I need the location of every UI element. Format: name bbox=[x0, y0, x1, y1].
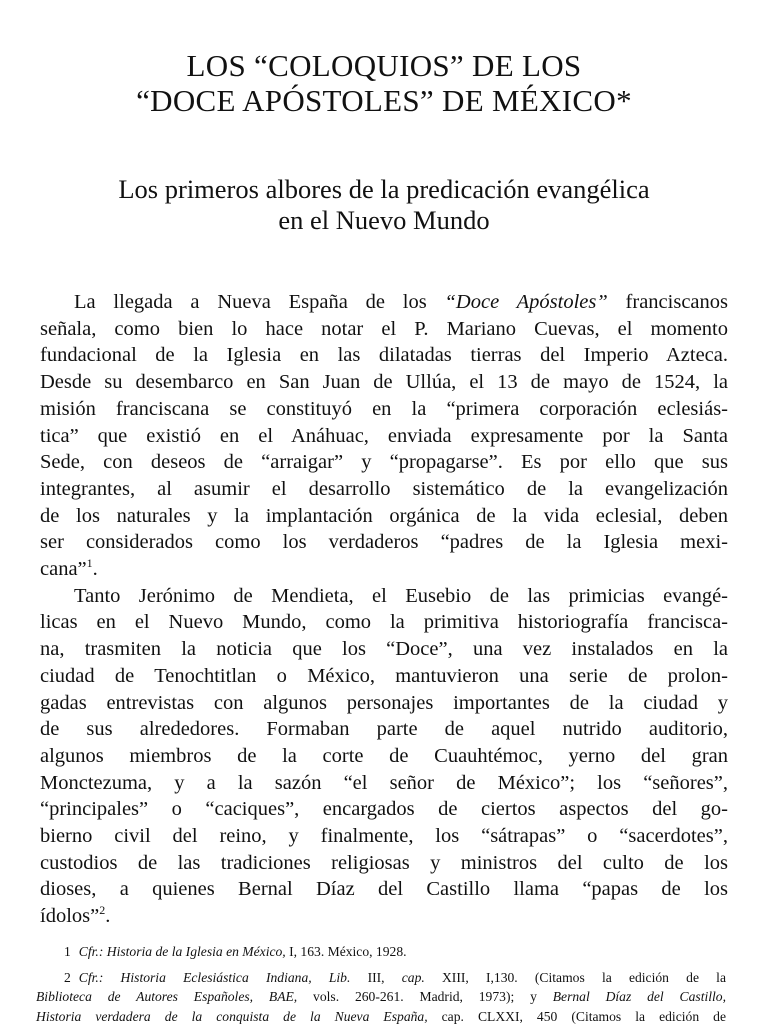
section-heading bbox=[20, 174, 748, 236]
italic-run: Cfr.: bbox=[79, 970, 104, 985]
text-line: gadas entrevistas con algunos personajes importantes de la ciudad y bbox=[40, 690, 728, 717]
italic-run: Historia verdadera de la conquista de la Nueva España, bbox=[36, 1009, 428, 1024]
text-run: . bbox=[105, 905, 110, 927]
text-run: franciscanos bbox=[608, 291, 728, 313]
article-title bbox=[40, 48, 728, 118]
text-line: fundacional de la Iglesia en las dilatadas tierras del Imperio Azteca. bbox=[40, 342, 728, 369]
paragraph-1 bbox=[40, 289, 728, 583]
text-line: señala, como bien lo hace notar el P. Mariano Cuevas, el momento bbox=[40, 316, 728, 343]
text-run: La llegada a Nueva España de los bbox=[74, 291, 445, 313]
text-line: na, trasmiten la noticia que los “Doce”, una vez instalados en la bbox=[40, 636, 728, 663]
text-line bbox=[40, 556, 728, 583]
italic-title: “Doce Apóstoles” bbox=[445, 291, 608, 313]
text-line: dioses, a quienes Bernal Díaz del Castillo llama “papas de los bbox=[40, 876, 728, 903]
text-line: ser considerados como los verdaderos “padres de la Iglesia mexi- bbox=[40, 529, 728, 556]
text-line: de sus alrededores. Formaban parte de aquel nutrido auditorio, bbox=[40, 716, 728, 743]
text-line: licas en el Nuevo Mundo, como la primitiva historiografía francisca- bbox=[40, 609, 728, 636]
text-run: cana” bbox=[40, 558, 87, 580]
italic-run: Biblioteca de Autores Españoles, BAE, bbox=[36, 989, 297, 1004]
text-run: I, 163. México, 1928. bbox=[286, 944, 407, 959]
italic-run: cap. bbox=[402, 970, 425, 985]
footnote-ref-1: 1 bbox=[87, 556, 93, 570]
body-text bbox=[40, 289, 728, 930]
footnote-number: 2 bbox=[64, 970, 71, 985]
text-line: Desde su desembarco en San Juan de Ullúa, el 13 de mayo de 1524, la bbox=[40, 369, 728, 396]
paragraph-2 bbox=[40, 583, 728, 930]
text-line bbox=[40, 289, 728, 316]
title-line-1: LOS “COLOQUIOS” DE LOS bbox=[40, 48, 728, 83]
footnotes bbox=[36, 942, 726, 1026]
footnote-number: 1 bbox=[64, 944, 71, 959]
text-run: ídolos” bbox=[40, 905, 99, 927]
italic-run: Historia de la Iglesia en México, bbox=[103, 944, 285, 959]
text-line: de los naturales y la implantación orgánica de la vida eclesial, deben bbox=[40, 503, 728, 530]
title-line-2: “DOCE APÓSTOLES” DE MÉXICO* bbox=[40, 83, 728, 118]
section-heading-line-1: Los primeros albores de la predicación evangélica bbox=[20, 174, 748, 205]
text-line: Tanto Jerónimo de Mendieta, el Eusebio de las primicias evangé- bbox=[40, 583, 728, 610]
text-line: misión franciscana se constituyó en la “primera corporación eclesiás- bbox=[40, 396, 728, 423]
italic-run: Cfr.: bbox=[79, 944, 104, 959]
text-run: cap. CLXXI, 450 (Citamos la edición de bbox=[428, 1009, 726, 1024]
text-line: ciudad de Tenochtitlan o México, mantuvieron una serie de prolon- bbox=[40, 663, 728, 690]
text-line: bierno civil del reino, y finalmente, los “sátrapas” o “sacerdotes”, bbox=[40, 823, 728, 850]
text-line: algunos miembros de la corte de Cuauhtémoc, yerno del gran bbox=[40, 743, 728, 770]
footnote-2 bbox=[36, 968, 726, 1026]
footnote-line bbox=[36, 942, 726, 962]
text-line: tica” que existió en el Anáhuac, enviada expresamente por la Santa bbox=[40, 423, 728, 450]
footnote-ref-2: 2 bbox=[99, 903, 105, 917]
footnote-line bbox=[36, 987, 726, 1007]
footnote-line bbox=[36, 1007, 726, 1026]
italic-run: Historia Eclesiástica Indiana, Lib. bbox=[103, 970, 350, 985]
text-run: III, bbox=[350, 970, 401, 985]
text-line: “principales” o “caciques”, encargados de ciertos aspectos del go- bbox=[40, 796, 728, 823]
footnote-line bbox=[36, 968, 726, 988]
text-run: XIII, I,130. (Citamos la edición de la bbox=[425, 970, 726, 985]
section-heading-line-2: en el Nuevo Mundo bbox=[20, 205, 748, 236]
text-run: . bbox=[93, 558, 98, 580]
text-line: integrantes, al asumir el desarrollo sistemático de la evangelización bbox=[40, 476, 728, 503]
text-run: vols. 260-261. Madrid, 1973); y bbox=[297, 989, 553, 1004]
italic-run: Bernal Díaz del Castillo, bbox=[553, 989, 726, 1004]
footnote-separator bbox=[40, 918, 160, 919]
text-line bbox=[40, 903, 728, 930]
footnote-1 bbox=[36, 942, 726, 962]
text-line: custodios de las tradiciones religiosas y ministros del culto de los bbox=[40, 850, 728, 877]
text-line: Monctezuma, y a la sazón “el señor de México”; los “señores”, bbox=[40, 770, 728, 797]
text-line: Sede, con deseos de “arraigar” y “propagarse”. Es por ello que sus bbox=[40, 449, 728, 476]
